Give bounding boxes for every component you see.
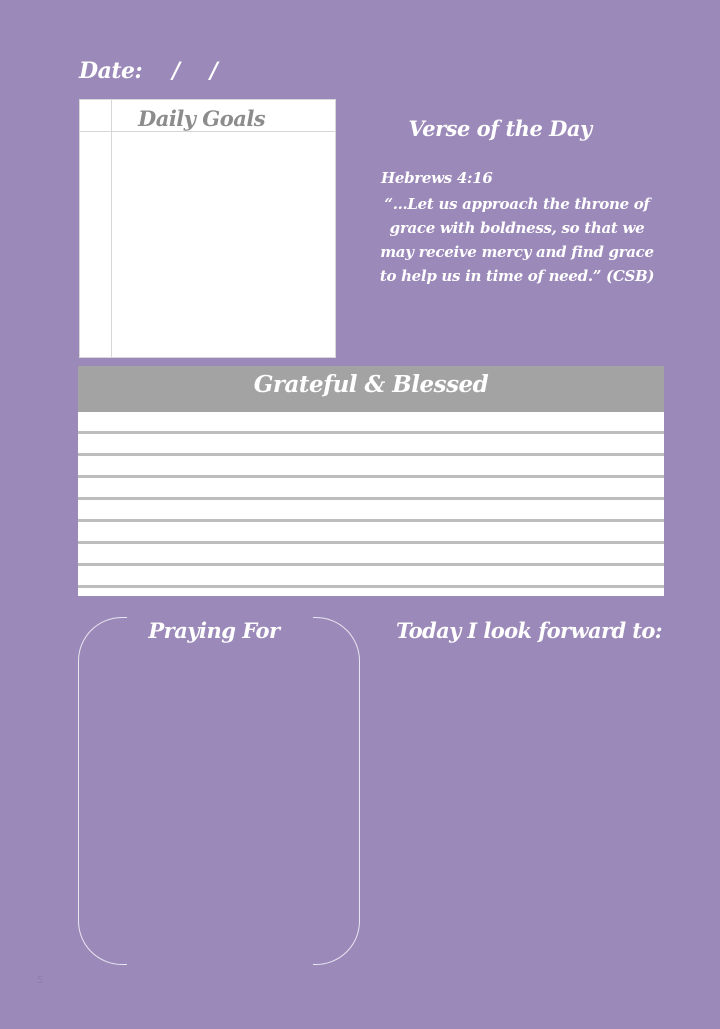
grateful-header	[78, 366, 664, 412]
praying-box-bottom-gap	[127, 961, 313, 967]
goals-header-line	[80, 131, 335, 132]
verse-text: “…Let us approach the throne of grace with boldness, so that we may receive mercy and find grace to help us in time of need.” (CSB)	[379, 195, 655, 285]
praying-for-title: Praying For	[148, 618, 280, 643]
grateful-title: Grateful & Blessed	[253, 371, 489, 398]
verse-reference: Hebrews 4:16	[381, 169, 493, 187]
verse-title: Verse of the Day	[408, 116, 592, 141]
daily-goals-box[interactable]	[79, 99, 336, 358]
date-label: Date:	[79, 58, 143, 84]
page-number: 5	[37, 975, 44, 986]
look-forward-title: Today I look forward to:	[396, 618, 662, 643]
grateful-lines[interactable]	[78, 412, 664, 596]
goals-margin-line	[111, 100, 112, 357]
date-slashes: / /	[172, 58, 218, 84]
praying-for-box[interactable]	[78, 617, 360, 965]
daily-goals-title: Daily Goals	[138, 106, 266, 131]
